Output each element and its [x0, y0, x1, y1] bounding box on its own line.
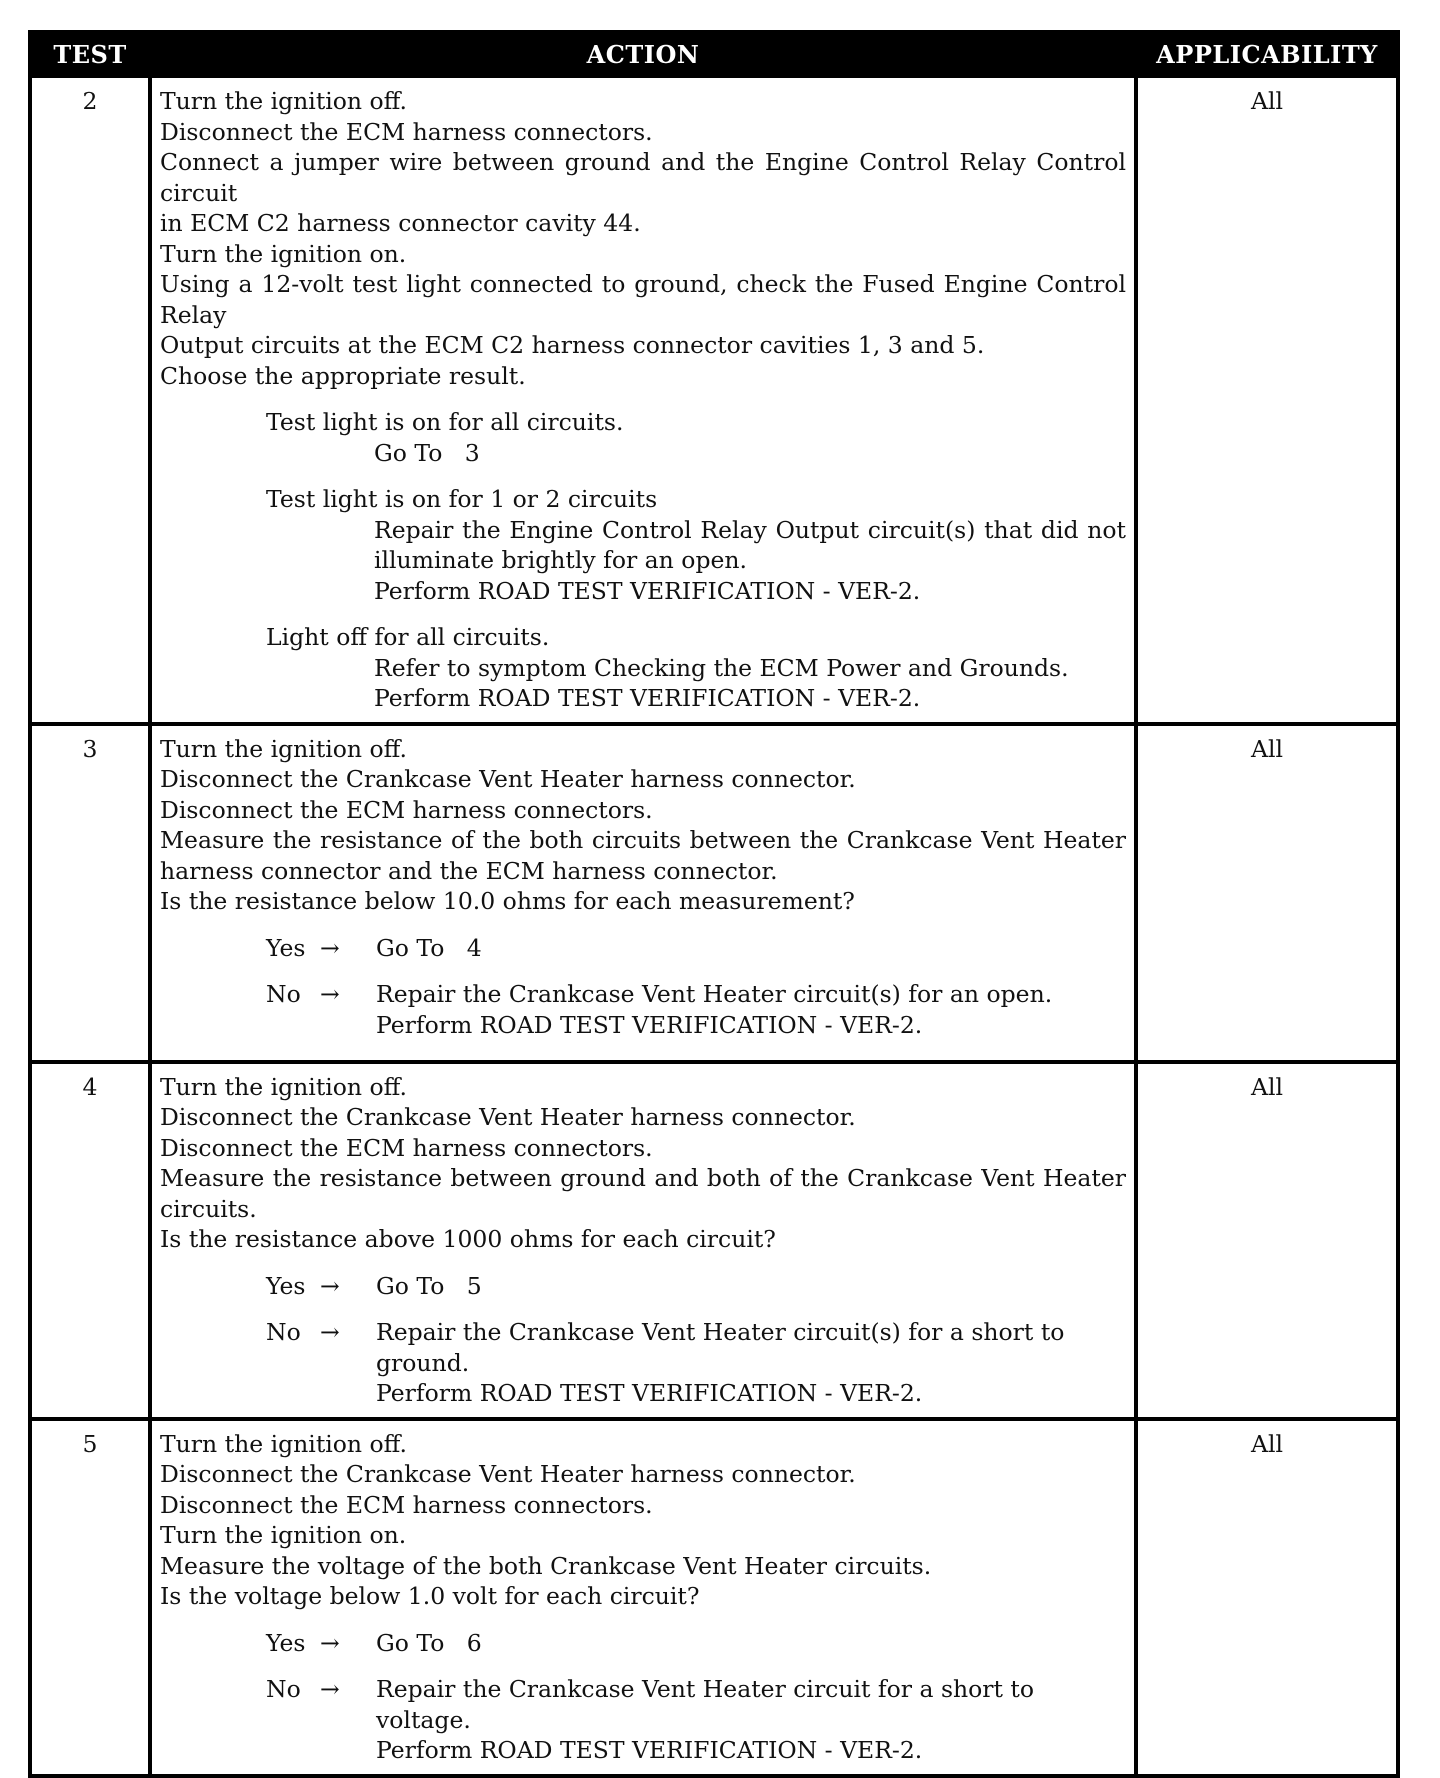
no-branch — [160, 979, 1126, 1040]
yes-branch — [160, 933, 1126, 964]
branch-outcome: Repair the Crankcase Vent Heater circuit(s) for an open. — [376, 980, 1053, 1008]
action-line: Measure the voltage of the both Crankcase Vent Heater circuits. — [160, 1551, 932, 1580]
action-line: Disconnect the ECM harness connectors. — [160, 117, 653, 146]
result-outcome: Repair the Engine Control Relay Output circuit(s) that did not — [374, 515, 1126, 544]
action-steps — [160, 1072, 1126, 1255]
result-condition: Test light is on for all circuits. — [266, 408, 624, 436]
action-steps — [160, 734, 1126, 917]
action-line: Disconnect the Crankcase Vent Heater harness connector. — [160, 765, 856, 793]
result-options — [160, 407, 1126, 714]
action-line: Disconnect the Crankcase Vent Heater harness connector. — [160, 1103, 856, 1131]
action-steps — [160, 1429, 1126, 1612]
result-outcome: Perform ROAD TEST VERIFICATION - VER-2. — [374, 684, 921, 712]
applicability-value: All — [1136, 1419, 1398, 1776]
branch-outcome: Go To 4 — [376, 933, 482, 962]
branch-outcome: Repair the Crankcase Vent Heater circuit for a short to voltage. — [376, 1675, 1035, 1734]
yes-branch — [160, 1271, 1126, 1302]
arrow-right-icon: → — [320, 980, 340, 1008]
action-line: Disconnect the ECM harness connectors. — [160, 1133, 653, 1162]
branch-outcome: Perform ROAD TEST VERIFICATION - VER-2. — [376, 1736, 923, 1764]
test-number: 2 — [30, 76, 150, 724]
branch-outcome: Perform ROAD TEST VERIFICATION - VER-2. — [376, 1379, 923, 1407]
no-label: No — [266, 980, 301, 1008]
action-line: Measure the resistance of the both circuits between the Crankcase Vent Heater — [160, 826, 1126, 854]
action-cell — [150, 1062, 1136, 1419]
no-branch — [160, 1317, 1126, 1409]
action-line: Disconnect the Crankcase Vent Heater harness connector. — [160, 1460, 856, 1488]
result-outcome: Refer to symptom Checking the ECM Power and Grounds. — [374, 653, 1069, 682]
action-line: Disconnect the ECM harness connectors. — [160, 1490, 653, 1519]
header-test: TEST — [30, 32, 150, 76]
action-line: Output circuits at the ECM C2 harness connector cavities 1, 3 and 5. — [160, 331, 985, 359]
test-number: 4 — [30, 1062, 150, 1419]
action-line: Is the voltage below 1.0 volt for each circuit? — [160, 1582, 700, 1610]
yes-branch — [160, 1628, 1126, 1659]
action-line: Disconnect the ECM harness connectors. — [160, 795, 653, 824]
yes-label: Yes — [266, 1628, 306, 1657]
result-outcome: Perform ROAD TEST VERIFICATION - VER-2. — [374, 576, 921, 605]
result-condition: Light off for all circuits. — [266, 623, 550, 651]
no-branch — [160, 1674, 1126, 1766]
action-line: Turn the ignition on. — [160, 239, 407, 268]
action-line: Turn the ignition off. — [160, 734, 408, 763]
action-line: Turn the ignition off. — [160, 87, 408, 115]
table-row — [30, 1062, 1398, 1419]
result-condition: Test light is on for 1 or 2 circuits — [266, 485, 658, 513]
action-line: Using a 12-volt test light connected to ground, check the Fused Engine Control Relay — [160, 270, 1126, 329]
result-option — [160, 484, 1126, 606]
table-row — [30, 76, 1398, 724]
table-row — [30, 724, 1398, 1062]
result-outcome: illuminate brightly for an open. — [374, 546, 747, 574]
applicability-value: All — [1136, 1062, 1398, 1419]
action-line: Is the resistance below 10.0 ohms for each measurement? — [160, 887, 855, 915]
result-option — [160, 622, 1126, 714]
no-label: No — [266, 1675, 301, 1703]
action-line: Turn the ignition off. — [160, 1429, 408, 1458]
action-cell — [150, 76, 1136, 724]
action-line: Turn the ignition on. — [160, 1521, 407, 1549]
result-option — [160, 407, 1126, 468]
action-line: circuits. — [160, 1194, 257, 1223]
applicability-value: All — [1136, 76, 1398, 724]
action-line: harness connector and the ECM harness connector. — [160, 856, 778, 885]
table-row — [30, 1419, 1398, 1776]
no-label: No — [266, 1318, 301, 1346]
table-header-row — [30, 32, 1398, 76]
diagnostic-test-table — [28, 30, 1400, 1778]
arrow-right-icon: → — [320, 1271, 340, 1300]
action-line: in ECM C2 harness connector cavity 44. — [160, 209, 641, 237]
arrow-right-icon: → — [320, 1675, 340, 1703]
branch-outcome: Perform ROAD TEST VERIFICATION - VER-2. — [376, 1010, 923, 1039]
test-number: 3 — [30, 724, 150, 1062]
arrow-right-icon: → — [320, 1628, 340, 1657]
yes-label: Yes — [266, 1271, 306, 1300]
branch-outcome: Go To 6 — [376, 1628, 482, 1657]
header-action: ACTION — [150, 32, 1136, 76]
action-steps — [160, 86, 1126, 391]
applicability-value: All — [1136, 724, 1398, 1062]
action-cell — [150, 1419, 1136, 1776]
header-applicability: APPLICABILITY — [1136, 32, 1398, 76]
action-line: Measure the resistance between ground and both of the Crankcase Vent Heater — [160, 1164, 1126, 1192]
test-number: 5 — [30, 1419, 150, 1776]
yes-label: Yes — [266, 933, 306, 962]
branch-outcome: Repair the Crankcase Vent Heater circuit(s) for a short to ground. — [376, 1318, 1065, 1377]
arrow-right-icon: → — [320, 933, 340, 962]
result-outcome: Go To 3 — [374, 438, 480, 467]
branch-outcome: Go To 5 — [376, 1271, 482, 1300]
action-line: Is the resistance above 1000 ohms for each circuit? — [160, 1225, 776, 1253]
diagnostic-procedure-document — [28, 30, 1396, 1778]
action-cell — [150, 724, 1136, 1062]
arrow-right-icon: → — [320, 1318, 340, 1346]
action-line: Connect a jumper wire between ground and the Engine Control Relay Control circuit — [160, 148, 1126, 207]
action-line: Choose the appropriate result. — [160, 361, 526, 390]
action-line: Turn the ignition off. — [160, 1072, 408, 1101]
